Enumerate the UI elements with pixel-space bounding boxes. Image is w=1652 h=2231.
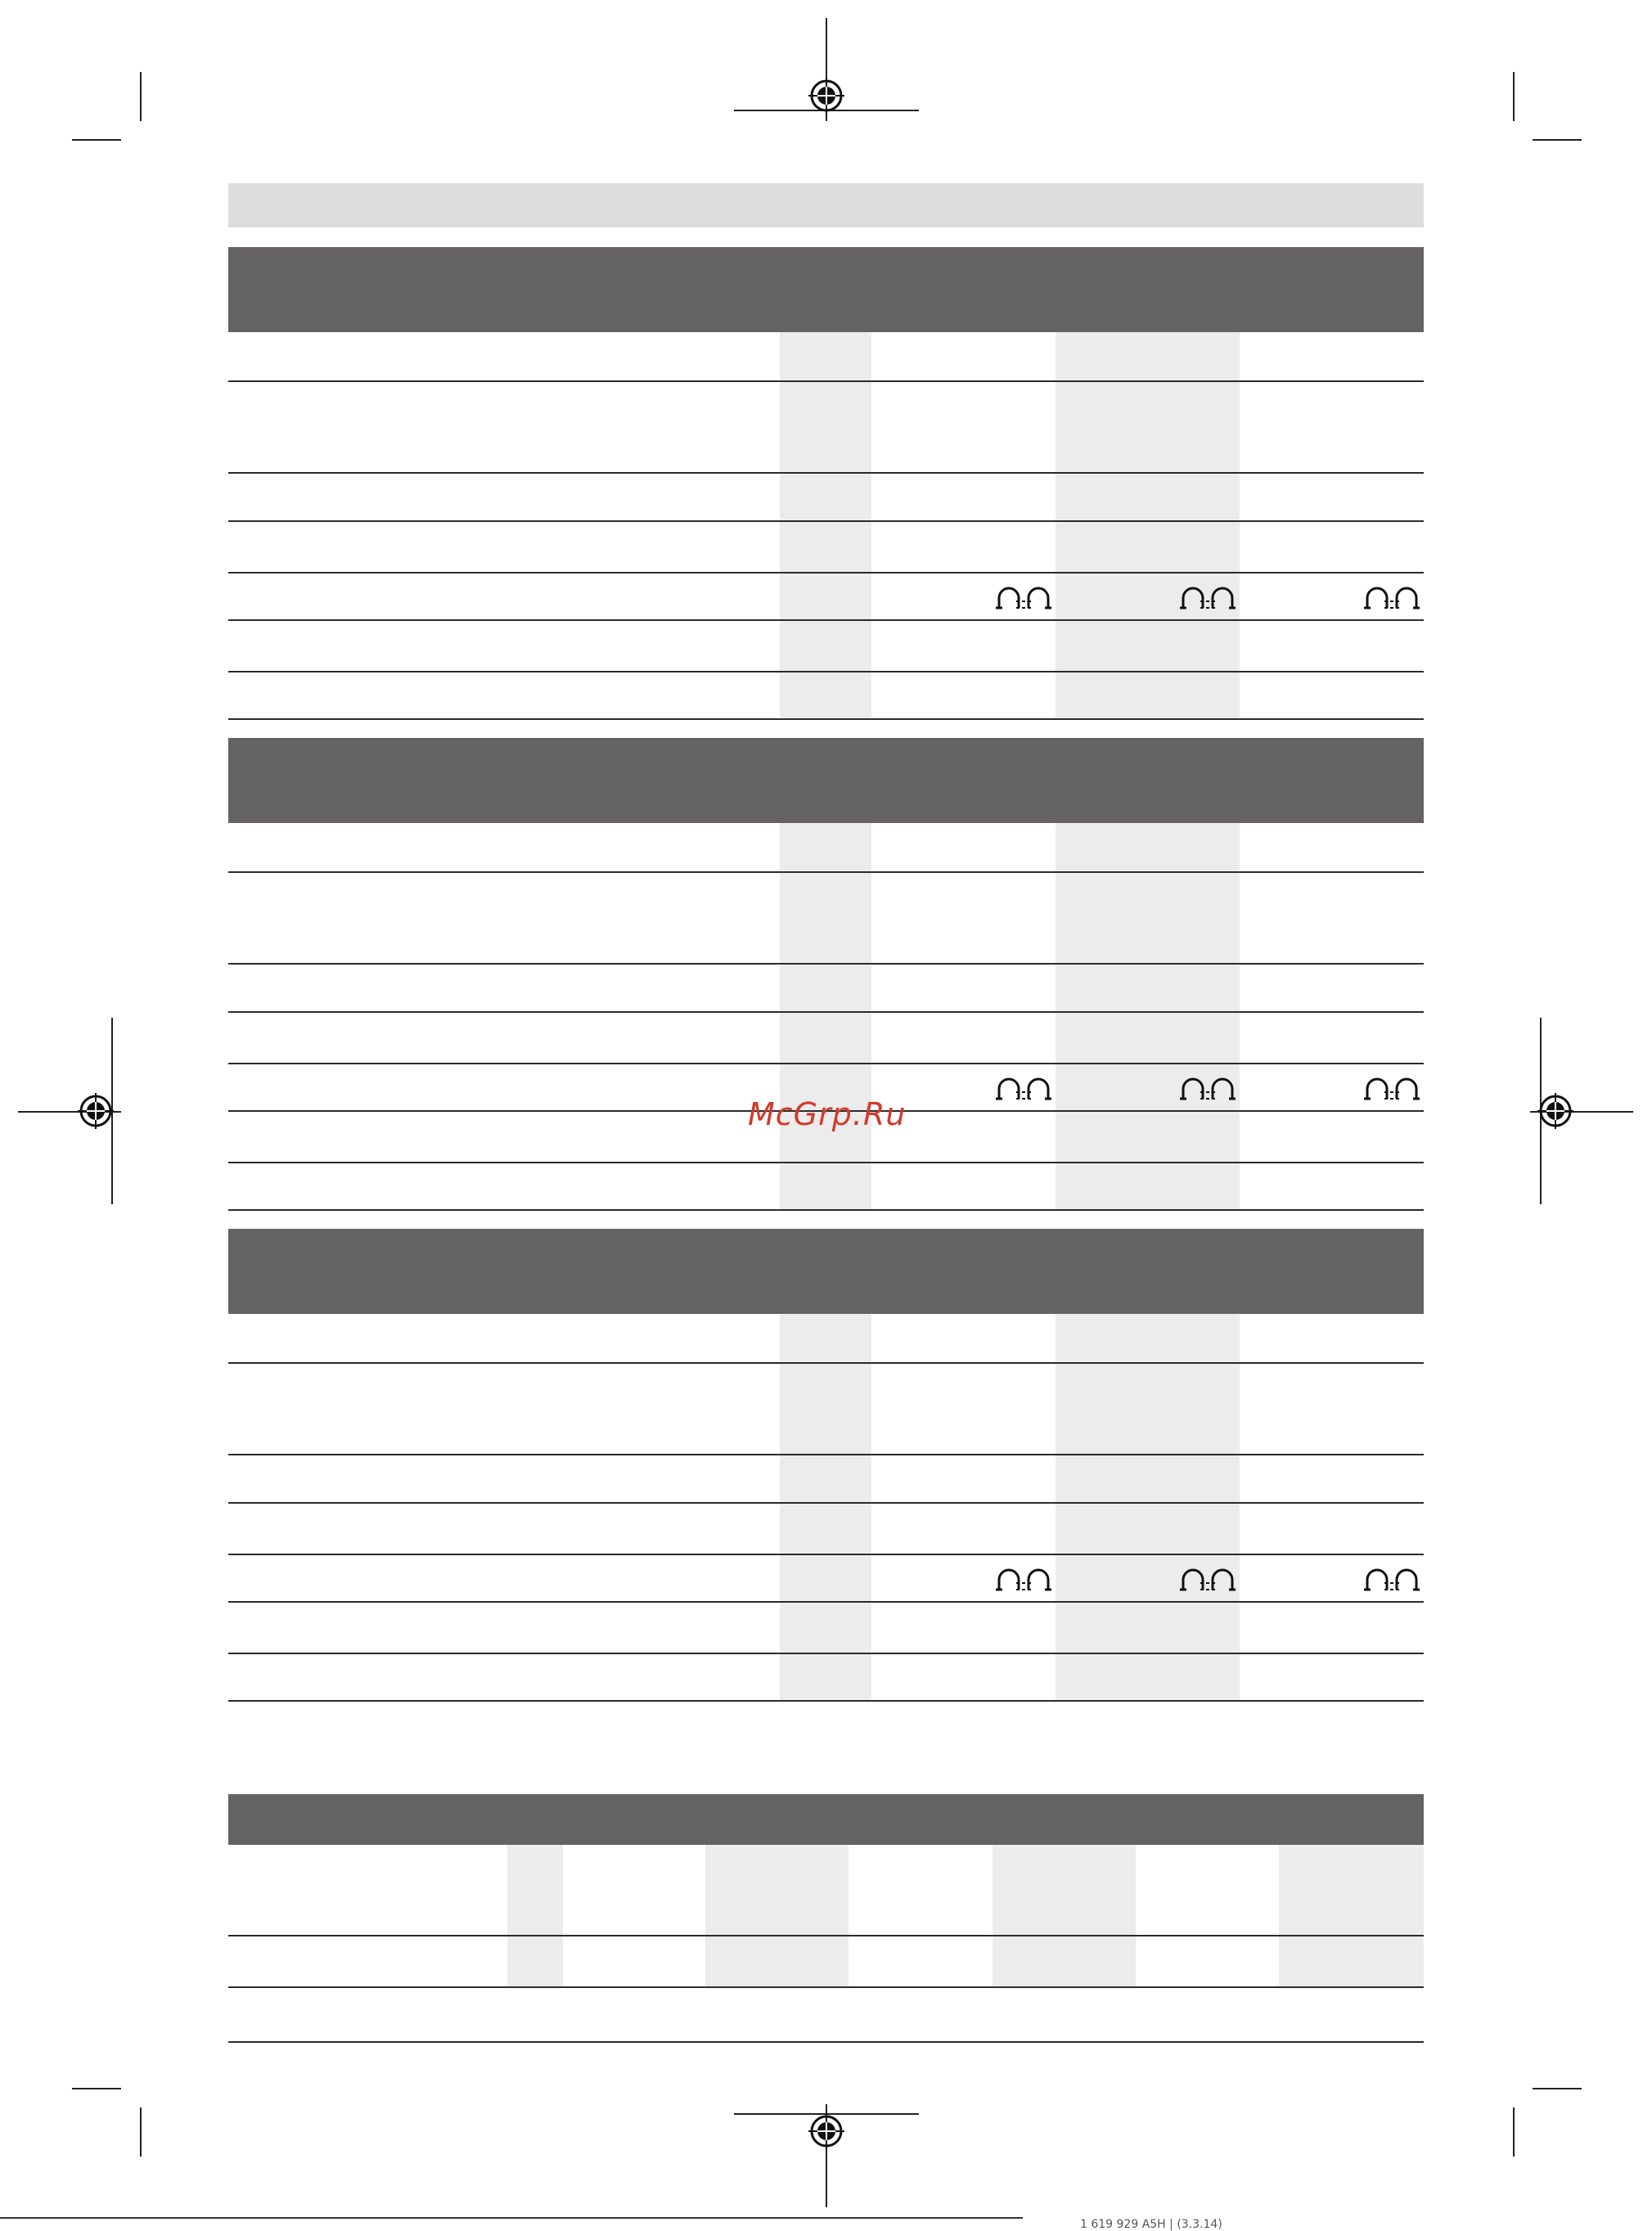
motor-direction-symbol-icon (1362, 1074, 1421, 1102)
column-shade (780, 1314, 871, 1702)
footer-rule (0, 2217, 1023, 2219)
column-shade (1056, 332, 1240, 720)
motor-direction-symbol-icon (1362, 583, 1421, 611)
motor-direction-symbol-icon (1178, 583, 1237, 611)
row-divider (228, 1454, 1424, 1455)
footer-code: 1 619 929 A5H | (3.3.14) (1080, 2218, 1222, 2231)
watermark: McGrp.Ru (748, 1096, 907, 1132)
column-shade (780, 823, 871, 1211)
row-divider (228, 572, 1424, 573)
motor-direction-symbol-icon (1178, 1565, 1237, 1593)
column-shade (780, 332, 871, 720)
row-divider (228, 1554, 1424, 1555)
row-divider (228, 1653, 1424, 1654)
row-divider (228, 1986, 1424, 1988)
row-divider (228, 520, 1424, 522)
row-divider (228, 380, 1424, 382)
row-divider (228, 671, 1424, 672)
row-divider (228, 1935, 1424, 1936)
row-divider (228, 2041, 1424, 2043)
row-divider (228, 1362, 1424, 1364)
column-shade (705, 1845, 849, 1986)
motor-direction-symbol-icon (994, 583, 1053, 611)
table-header-band (228, 738, 1424, 823)
page-header-band (228, 183, 1424, 227)
row-divider (228, 963, 1424, 965)
column-shade (1056, 1314, 1240, 1702)
motor-direction-symbol-icon (994, 1074, 1053, 1102)
table-header-band (228, 1229, 1424, 1314)
table-header-band (228, 1794, 1424, 1845)
row-divider (228, 1063, 1424, 1064)
row-divider (228, 1700, 1424, 1702)
row-divider (228, 1601, 1424, 1603)
row-divider (228, 1502, 1424, 1504)
table-header-band (228, 247, 1424, 332)
row-divider (228, 1162, 1424, 1163)
column-shade (507, 1845, 563, 1986)
column-shade (1056, 823, 1240, 1211)
motor-direction-symbol-icon (1178, 1074, 1237, 1102)
column-shade (1279, 1845, 1424, 1986)
registration-mark-icon (78, 1093, 114, 1129)
row-divider (228, 718, 1424, 720)
motor-direction-symbol-icon (994, 1565, 1053, 1593)
registration-mark-icon (808, 78, 844, 114)
motor-direction-symbol-icon (1362, 1565, 1421, 1593)
registration-mark-icon (808, 2113, 844, 2149)
row-divider (228, 1209, 1424, 1211)
row-divider (228, 1011, 1424, 1013)
row-divider (228, 472, 1424, 474)
registration-mark-icon (1537, 1093, 1573, 1129)
row-divider (228, 871, 1424, 873)
row-divider (228, 619, 1424, 621)
column-shade (993, 1845, 1136, 1986)
